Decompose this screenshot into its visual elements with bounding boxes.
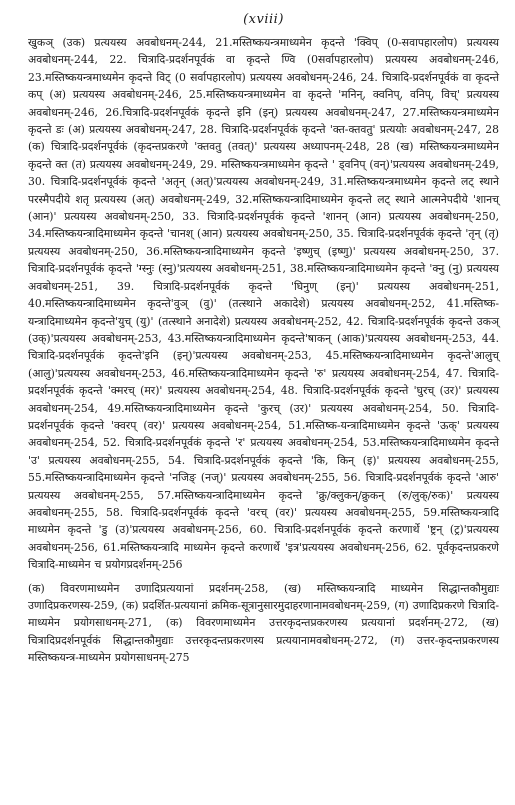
page-number: (xviii) — [243, 12, 284, 27]
contents-paragraph-2: (क) विवरणमाध्यमेन उणादिप्रत्ययानां प्रदर्शनम्-258, (ख) मस्तिष्कयन्त्रादि माध्यमेन सिद्धान्तकौमुद्याः उणादिप्रकरणस्य-259, (क) प्रदर्शित-प्रत्ययानां क्रमिक-सूत्रानुसारमुदाहरणानामवबोधनम्-259, (ग) उणादिप्रकरणे चित्रादि-माध्यमेन प्रयोगसाधनम्-271, (क) विवरणमाध्यमेन उत्तरकृदन्तप्रकरणस्य प्रत्ययानां प्रदर्शनम्-272, (ख) चित्रादिप्रदर्शनपूर्वकं सिद्धान्तकौमुद्याः उत्तरकृदन्तप्रकरणस्य प्रत्ययानामवबोधनम्-272, (ग) उत्तर-कृदन्तप्रकरणस्य मस्तिष्कयन्त्र-माध्यमेन प्रयोगसाधनम्-275 — [28, 581, 499, 665]
contents-paragraph-1: खुकञ् (उक) प्रत्ययस्य अवबोधनम्-244, 21.मस्तिष्कयन्त्रमाध्यमेन कृदन्ते 'क्विप् (0-सवापहारलोप) प्रत्ययस्य अवबोधनम्-244, 22. चित्रादि-प्रदर्शनपूर्वकं वा कृदन्ते ण्वि (0सर्वापहारलोप) प्रत्ययस्य अवबोधनम्-246, 23.मस्तिष्कयन्त्रमाध्यमेन कृदन्ते विट् (0 सर्वापहारलोप) प्रत्ययस्य अवबोधनम्-246, 24. चित्रादि-प्रदर्शनपूर्वकं वा कृदन्ते कप् (अ) प्रत्ययस्य अवबोधनम्-246, 25.मस्तिष्कयन्त्रमाध्यमेन वा कृदन्ते 'मनिन्, क्वनिप्, वनिप्, विच्' प्रत्ययस्य अवबोधनम्-246, 26.चित्रादि-प्रदर्शनपूर्वकं कृदन्ते इनि (इन्) प्रत्ययस्य अवबोधनम्-247, 27.मस्तिष्कयन्त्रमाध्यमेन कृदन्ते डः (अ) प्रत्ययस्य अवबोधनम्-247, 28. चित्रादि-प्रदर्शनपूर्वकं कृदन्ते 'क्त-क्तवतु' प्रत्ययोः अवबोधनम्-247, 28 (क) चित्रादि-प्रदर्शनपूर्वकं (कृदन्तप्रकरणे 'क्तवतु (तवत्)' प्रत्ययस्य अध्यापनम्-248, 28 (ख) मस्तिष्कयन्त्रमाध्यमेन कृदन्ते क्त (त) प्रत्ययस्य अवबोधनम्-249, 29. मस्तिष्कयन्त्रमाध्यमेन कृदन्ते ' ड्वनिप् (वन्)'प्रत्ययस्य अवबोधनम्-249, 30. चित्रादि-प्रदर्शनपूर्वकं कृदन्ते 'अतृन् (अत्)'प्रत्ययस्य अवबोधनम्-249, 31.मस्तिष्कयन्त्रमाध्यमेन कृदन्ते लट् स्थाने परस्मैपदीये शतृ प्रत्ययस्य (अत्) अवबोधनम्-249, 32.मस्तिष्कयन्त्रादिमाध्यमेन कृदन्ते लट् स्थाने आत्मनेपदीये 'शानच् (आन)' प्रत्ययस्य अवबोधनम्-250, 33. चित्रादि-प्रदर्शनपूर्वकं कृदन्ते 'शानन् (आन) प्रत्ययस्य अवबोधनम्-250, 34.मस्तिष्कयन्त्रादिमाध्यमेन कृदन्ते 'चानश् (आन) प्रत्ययस्य अवबोधनम्-250, 35. चित्रादि-प्रदर्शनपूर्वकं कृदन्ते 'तृन् (तृ) प्रत्ययस्य अवबोधनम्-250, 36.मस्तिष्कयन्त्रादिमाध्यमेन कृदन्ते 'इष्णुच् (इष्णु)' प्रत्ययस्य अवबोधनम्-250, 37. चित्रादि-प्रदर्शनपूर्वकं कृदन्ते 'ग्स्नुः (स्नु)'प्रत्ययस्य अवबोधनम्-251, 38.मस्तिष्कयन्त्रादिमाध्यमेन कृदन्ते 'क्नु (नु) प्रत्ययस्य अवबोधनम्-251, 39. चित्रादि-प्रदर्शनपूर्वकं कृदन्ते 'घिनुण् (इन्)' प्रत्ययस्य अवबोधनम्-251, 40.मस्तिष्कयन्त्रादिमाध्यमेन कृदन्ते'वुञ् (वु)' (तत्स्थाने अकादेशे) प्रत्ययस्य अवबोधनम्-252, 41.मस्तिष्क-यन्त्रादिमाध्यमेन कृदन्ते'युच् (यु)' (तत्स्थाने अनादेशे) प्रत्ययस्य अवबोधनम्-252, 42. चित्रादि-प्रदर्शनपूर्वकं कृदन्ते उकञ् (उक्)'प्रत्ययस्य अवबोधनम्-253, 43.मस्तिष्कयन्त्रादिमाध्यमेन कृदन्ते'षाकन् (आक)'प्रत्ययस्य अवबोधनम्-253, 44. चित्रादि-प्रदर्शनपूर्वकं कृदन्ते'इनि (इन्)'प्रत्ययस्य अवबोधनम्-253, 45.मस्तिष्कयन्त्रादिमाध्यमेन कृदन्ते'आलुच् (आलु)'प्रत्ययस्य अवबोधनम्-253, 46.मस्तिष्कयन्त्रादिमाध्यमेन कृदन्ते 'रु' प्रत्ययस्य अवबोधनम्-254, 47. चित्रादि-प्रदर्शनपूर्वकं कृदन्ते 'क्मरच् (मर)' प्रत्ययस्य अवबोधनम्-254, 48. चित्रादि-प्रदर्शनपूर्वकं कृदन्ते 'घुरच् (उर)' प्रत्ययस्य अवबोधनम्-254, 49.मस्तिष्कयन्त्रादिमाध्यमेन कृदन्ते 'कुरच् (उर)' प्रत्ययस्य अवबोधनम्-254, 50. चित्रादि-प्रदर्शनपूर्वकं कृदन्ते 'क्वरप् (वर)' प्रत्ययस्य अवबोधनम्-254, 51.मस्तिष्क-यन्त्रादिमाध्यमेन कृदन्ते 'ऊक्' प्रत्ययस्य अवबोधनम्-254, 52. चित्रादि-प्रदर्शनपूर्वकं कृदन्ते 'र' प्रत्ययस्य अवबोधनम्-254, 53.मस्तिष्कयन्त्रादिमाध्यमेन कृदन्ते 'उ' प्रत्ययस्य अवबोधनम्-255, 54. चित्रादि-प्रदर्शनपूर्वकं कृदन्ते 'कि, किन् (इ)' प्रत्ययस्य अवबोधनम्-255, 55.मस्तिष्कयन्त्रादिमाध्यमेन कृदन्ते 'नजिङ् (नज्)' प्रत्ययस्य अवबोधनम्-255, 56. चित्रादि-प्रदर्शनपूर्वकं कृदन्ते 'आरु' प्रत्ययस्य अवबोधनम्-255, 57.मस्तिष्कयन्त्रादिमाध्यमेन कृदन्ते 'क्रु/क्लुकन्/क्रुकन् (रु/लुक्/रुक)' प्रत्ययस्य अवबोधनम्-255, 58. चित्रादि-प्रदर्शनपूर्वकं कृदन्ते 'वरच् (वर)' प्रत्ययस्य अवबोधनम्-255, 59.मस्तिष्कयन्त्रादि माध्यमेन कृदन्ते 'डु (उ)'प्रत्ययस्य अवबोधनम्-256, 60. चित्रादि-प्रदर्शनपूर्वकं कृदन्ते करणार्थे 'ष्ट्रन् (ट्र)'प्रत्ययस्य अवबोधनम्-256, 61.मस्तिष्कयन्त्रादि माध्यमेन कृदन्ते करणार्थे 'इत्र'प्रत्ययस्य अवबोधनम्-256, 62. पूर्वकृदन्तप्रकरणे चित्रादि-माध्यमेन च प्रयोगप्रदर्शनम्-256 — [28, 36, 499, 572]
